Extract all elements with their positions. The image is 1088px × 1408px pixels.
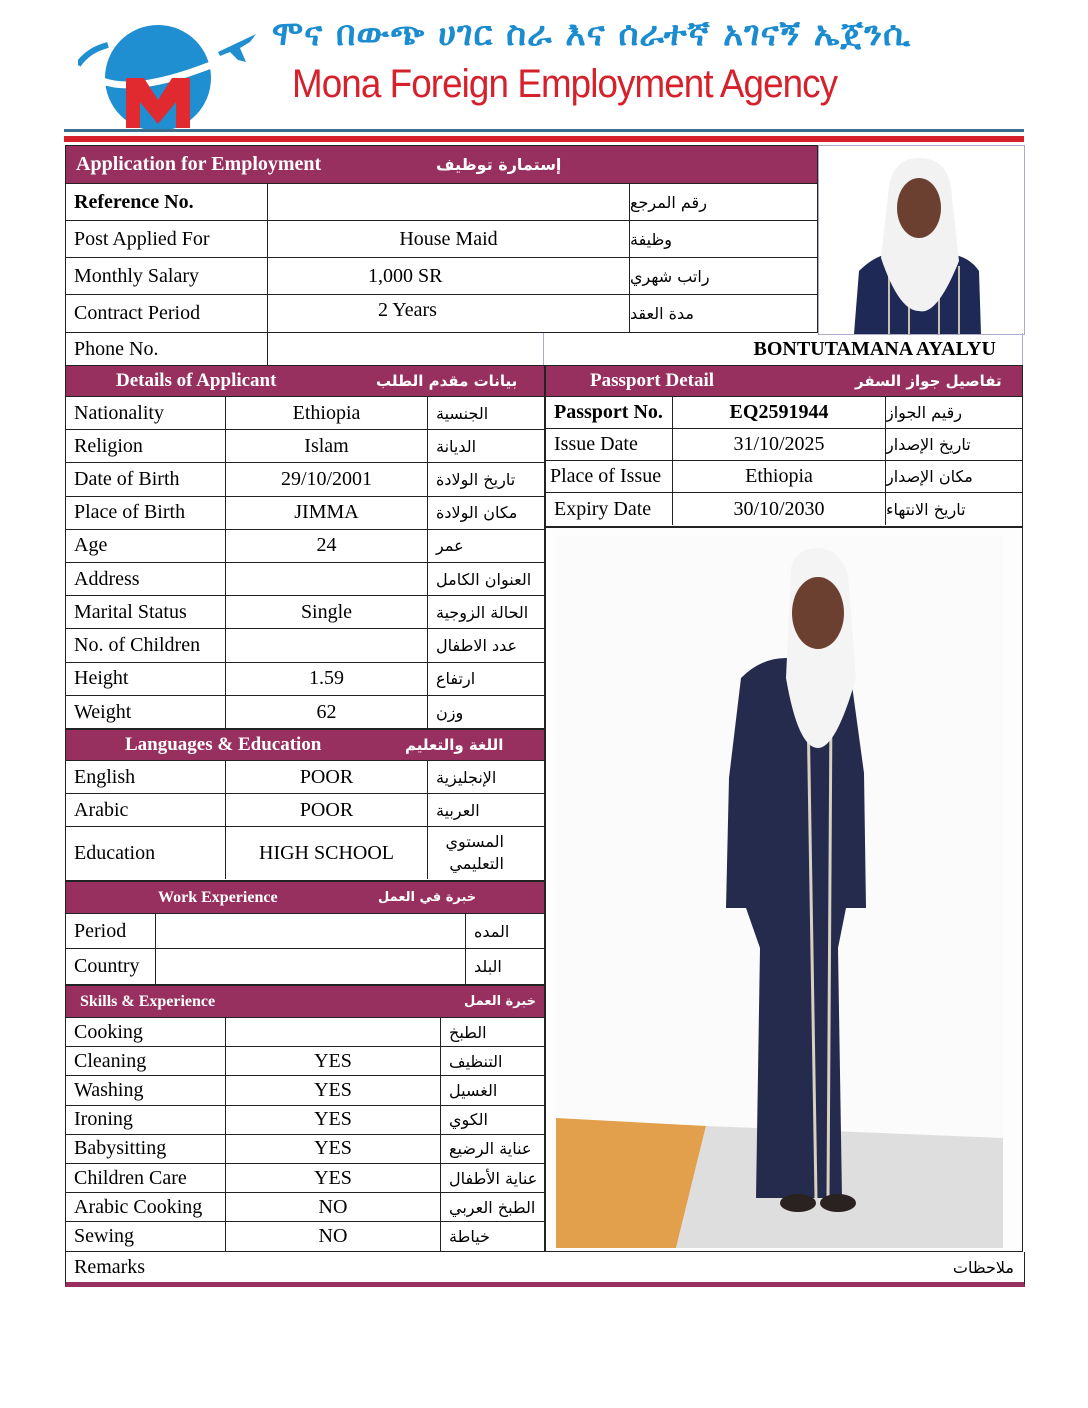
contract-label: Contract Period — [66, 295, 268, 332]
arabic-label-arabic: العربية — [436, 800, 480, 820]
salary-label: Monthly Salary — [66, 258, 268, 294]
religion-value: Islam — [226, 430, 428, 462]
work-section — [65, 881, 545, 985]
table-row — [66, 1076, 544, 1105]
passport-no-label: Passport No. — [546, 397, 673, 428]
remarks-label-arabic: ملاحظات — [952, 1257, 1014, 1277]
table-row — [66, 761, 544, 794]
salary-value[interactable]: 1,000 SR — [268, 258, 630, 294]
no-of-children-label-arabic: عدد الاطفال — [436, 635, 518, 655]
table-row — [66, 430, 544, 463]
salary-label-arabic: راتب شهري — [630, 266, 710, 286]
age-value: 24 — [226, 530, 428, 562]
age-label-arabic: عمر — [436, 536, 464, 556]
table-row — [66, 663, 544, 696]
table-row — [66, 949, 544, 984]
passport-title-arabic: تفاصيل جواز السفر — [855, 372, 1002, 390]
place-of-issue-value: Ethiopia — [673, 461, 886, 492]
post-label-arabic: وظيفة — [630, 229, 672, 249]
country-label: Country — [66, 949, 156, 984]
sewing-value: NO — [226, 1222, 441, 1251]
arabic-label: Arabic — [66, 794, 226, 826]
passport-no-label-arabic: رقيم الجواز — [886, 403, 963, 422]
period-label-arabic: المده — [474, 921, 510, 941]
address-label-arabic: العنوان الكامل — [436, 569, 532, 589]
applicant-full-body-photo — [545, 527, 1023, 1252]
table-row — [546, 397, 1022, 429]
reference-label-arabic: رقم المرجع — [630, 192, 707, 212]
globe-airplane-m-logo-icon — [78, 20, 258, 135]
work-header — [66, 882, 544, 914]
contract-value[interactable]: 2 Years — [268, 295, 630, 332]
address-label: Address — [66, 563, 226, 595]
nationality-label-arabic: الجنسية — [436, 403, 489, 423]
languages-header — [66, 730, 544, 761]
application-title-arabic: إستمارة توظيف — [436, 155, 562, 174]
children-care-label-arabic: عناية الأطفال — [449, 1168, 538, 1188]
work-title: Work Experience — [158, 888, 278, 906]
washing-label-arabic: الغسيل — [449, 1080, 498, 1100]
place-of-birth-value: JIMMA — [226, 497, 428, 529]
no-of-children-value[interactable] — [226, 629, 428, 661]
details-section — [65, 365, 545, 729]
education-label: Education — [66, 827, 226, 879]
passport-section — [545, 365, 1023, 527]
washing-label: Washing — [66, 1076, 226, 1104]
ironing-label-arabic: الكوي — [449, 1110, 488, 1130]
place-of-issue-label: Place of Issue — [546, 461, 673, 492]
applicant-portrait-photo — [818, 145, 1025, 335]
issue-date-label: Issue Date — [546, 429, 673, 460]
country-label-arabic: البلد — [474, 957, 502, 976]
table-row — [66, 563, 544, 596]
languages-title-arabic: اللغة والتعليم — [405, 736, 504, 754]
arabic-cooking-label: Arabic Cooking — [66, 1193, 226, 1221]
table-row — [66, 530, 544, 563]
table-row — [66, 184, 817, 221]
children-care-label: Children Care — [66, 1164, 226, 1192]
skills-section — [65, 985, 545, 1252]
no-of-children-label: No. of Children — [66, 629, 226, 661]
table-row — [66, 397, 544, 430]
period-label: Period — [66, 914, 156, 948]
details-title: Details of Applicant — [116, 370, 277, 391]
portrait-image-icon — [819, 146, 1024, 334]
washing-value: YES — [226, 1076, 441, 1104]
details-header — [66, 366, 544, 397]
education-label-arabic: المستوي التعليمي — [445, 832, 504, 873]
religion-label: Religion — [66, 430, 226, 462]
arabic-value: POOR — [226, 794, 428, 826]
age-label: Age — [66, 530, 226, 562]
agency-name-amharic: ሞና በውጭ ሀገር ስራ እና ሰራተኛ አገናኝ ኤጀንሲ — [272, 14, 912, 54]
height-label-arabic: ارتفاع — [436, 669, 476, 689]
english-label: English — [66, 761, 226, 793]
applicant-name: BONTUTAMANA AYALYU — [753, 337, 996, 360]
cooking-label: Cooking — [66, 1018, 226, 1046]
education-value: HIGH SCHOOL — [226, 827, 428, 879]
religion-label-arabic: الديانة — [436, 436, 477, 456]
children-care-value: YES — [226, 1164, 441, 1192]
table-row — [66, 827, 544, 879]
place-of-birth-label: Place of Birth — [66, 497, 226, 529]
date-of-birth-label: Date of Birth — [66, 463, 226, 495]
table-row — [66, 914, 544, 949]
issue-date-value: 31/10/2025 — [673, 429, 886, 460]
english-value: POOR — [226, 761, 428, 793]
header-divider-blue — [64, 129, 1024, 132]
marital-status-label: Marital Status — [66, 596, 226, 628]
remarks-label: Remarks — [74, 1255, 146, 1278]
passport-no-value: EQ2591944 — [673, 397, 886, 428]
weight-label-arabic: وزن — [436, 702, 464, 722]
babysitting-label: Babysitting — [66, 1135, 226, 1163]
skills-title: Skills & Experience — [80, 992, 216, 1010]
babysitting-value: YES — [226, 1135, 441, 1163]
table-row — [66, 1164, 544, 1193]
details-title-arabic: بيانات مقدم الطلب — [376, 372, 518, 390]
work-title-arabic: خبرة في العمل — [378, 890, 477, 905]
period-value[interactable] — [156, 914, 466, 948]
table-row — [546, 429, 1022, 461]
table-row — [66, 1018, 544, 1047]
table-row — [66, 463, 544, 496]
phone-label: Phone No. — [66, 333, 268, 365]
table-row — [66, 497, 544, 530]
table-row — [546, 461, 1022, 493]
table-row — [66, 221, 817, 258]
date-of-birth-value: 29/10/2001 — [226, 463, 428, 495]
reference-label: Reference No. — [66, 184, 268, 220]
post-label: Post Applied For — [66, 221, 268, 257]
phone-row — [65, 333, 1023, 365]
date-of-birth-label-arabic: تاريخ الولادة — [436, 469, 516, 489]
table-row — [66, 1106, 544, 1135]
cooking-value[interactable] — [226, 1018, 441, 1046]
application-header — [66, 146, 817, 184]
issue-date-label-arabic: تاريخ الإصدار — [886, 435, 971, 454]
height-value: 1.59 — [226, 663, 428, 695]
table-row — [66, 1193, 544, 1222]
phone-value[interactable] — [268, 333, 544, 365]
table-row — [66, 596, 544, 629]
marital-status-label-arabic: الحالة الزوجية — [436, 602, 529, 622]
skills-title-arabic: خبرة العمل — [464, 994, 536, 1009]
place-of-issue-label-arabic: مكان الإصدار — [886, 467, 973, 486]
ironing-label: Ironing — [66, 1106, 226, 1134]
sewing-label-arabic: خياطة — [449, 1227, 490, 1247]
expiry-date-value: 30/10/2030 — [673, 493, 886, 525]
place-of-birth-label-arabic: مكان الولادة — [436, 503, 518, 523]
application-section — [65, 145, 818, 333]
weight-value: 62 — [226, 696, 428, 729]
country-value[interactable] — [156, 949, 466, 984]
babysitting-label-arabic: عناية الرضيع — [449, 1139, 532, 1159]
passport-title: Passport Detail — [590, 370, 715, 391]
agency-logo — [78, 20, 238, 130]
arabic-cooking-label-arabic: الطبخ العربي — [449, 1197, 536, 1217]
table-row — [66, 1222, 544, 1251]
skills-header — [66, 986, 544, 1018]
expiry-date-label-arabic: تاريخ الانتهاء — [886, 499, 966, 519]
nationality-label: Nationality — [66, 397, 226, 429]
header-divider-red — [64, 136, 1024, 142]
agency-name: Mona Foreign Employment Agency — [292, 62, 838, 106]
table-row — [66, 1047, 544, 1076]
languages-title: Languages & Education — [125, 734, 322, 755]
cleaning-label-arabic: التنظيف — [449, 1051, 503, 1071]
weight-label: Weight — [66, 696, 226, 729]
table-row — [66, 696, 544, 729]
application-title: Application for Employment — [76, 153, 322, 175]
expiry-date-label: Expiry Date — [546, 493, 673, 525]
table-row — [66, 629, 544, 662]
nationality-value: Ethiopia — [226, 397, 428, 429]
cleaning-label: Cleaning — [66, 1047, 226, 1075]
arabic-cooking-value: NO — [226, 1193, 441, 1221]
sewing-label: Sewing — [66, 1222, 226, 1251]
cooking-label-arabic: الطبخ — [449, 1022, 487, 1042]
english-label-arabic: الإنجليزية — [436, 767, 497, 787]
full-body-image-icon — [546, 528, 1021, 1250]
table-row — [66, 258, 817, 295]
address-value[interactable] — [226, 563, 428, 595]
reference-value[interactable] — [268, 184, 630, 220]
post-value[interactable]: House Maid — [268, 221, 630, 257]
remarks-row — [65, 1252, 1025, 1287]
cleaning-value: YES — [226, 1047, 441, 1075]
languages-section — [65, 729, 545, 881]
contract-label-arabic: مدة العقد — [630, 304, 694, 323]
ironing-value: YES — [226, 1106, 441, 1134]
passport-header — [546, 366, 1022, 397]
table-row — [546, 493, 1022, 525]
table-row — [66, 794, 544, 827]
marital-status-value: Single — [226, 596, 428, 628]
table-row — [66, 1135, 544, 1164]
table-row — [66, 295, 817, 332]
height-label: Height — [66, 663, 226, 695]
